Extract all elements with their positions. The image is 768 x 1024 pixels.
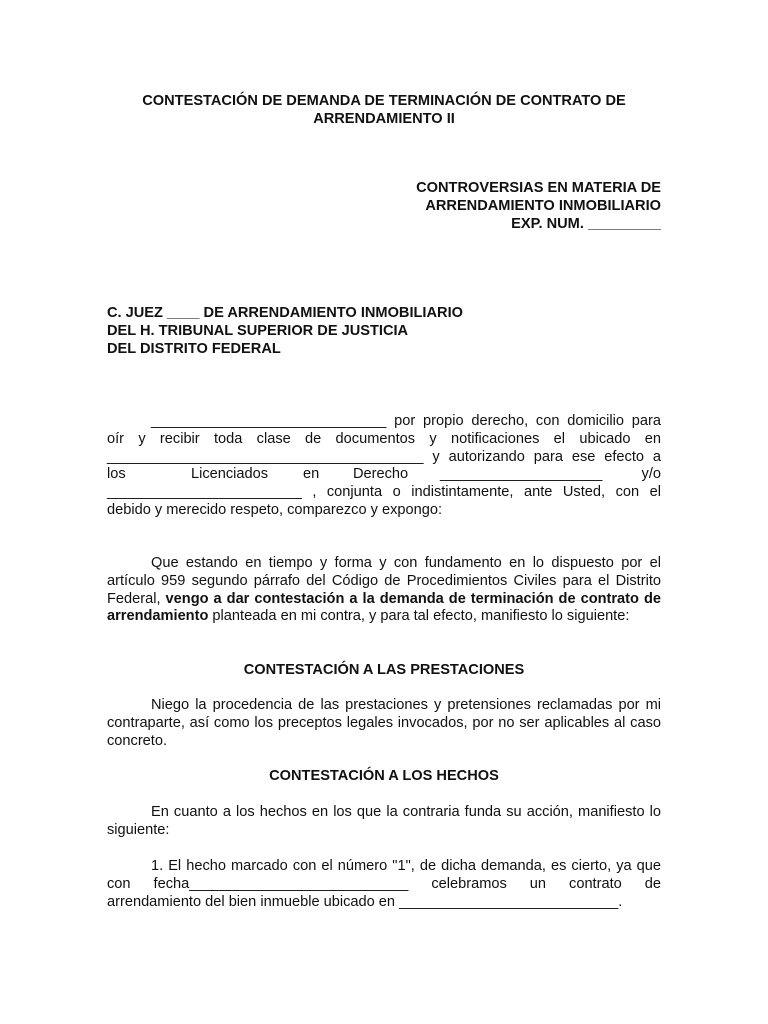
heading-prestaciones: CONTESTACIÓN A LAS PRESTACIONES	[243, 662, 525, 678]
title-line-1: CONTESTACIÓN DE DEMANDA DE TERMINACIÓN DE CONTRATO DE	[142, 93, 626, 109]
case-header-line-1: CONTROVERSIAS EN MATERIA DE	[416, 180, 661, 196]
intro-line-1: _____________________________ por propio derecho, con domicilio para	[151, 413, 661, 429]
intro-paragraph	[107, 413, 661, 520]
document-page	[107, 0, 661, 1024]
intro-line-6: debido y merecido respeto, comparezco y expongo:	[107, 501, 443, 518]
paragraph-fundamento: Que estando en tiempo y forma y con fundamento en lo dispuesto por el artículo 959 segundo párrafo del Código de Procedimientos Civiles para el Distrito Federal, vengo a dar contestación a la demanda de terminación de contrato de arrendamiento planteada en mi contra, y para tal efecto, manifiesto lo siguiente:	[107, 555, 661, 625]
title-line-2: ARRENDAMIENTO II	[313, 110, 455, 127]
paragraph-hechos-intro: En cuanto a los hechos en los que la contraria funda su acción, manifiesto lo siguiente:	[107, 804, 661, 838]
document-title	[107, 93, 661, 129]
heading-hechos: CONTESTACIÓN A LOS HECHOS	[269, 768, 499, 784]
addressee-line-3: DEL DISTRITO FEDERAL	[107, 340, 281, 357]
addressee	[107, 305, 661, 358]
case-header-line-2: ARRENDAMIENTO INMOBILIARIO	[425, 197, 661, 214]
paragraph-hecho-1: 1. El hecho marcado con el número "1", de dicha demanda, es cierto, ya que con fecha___________________________ celebramos un contrato de arrendamiento del bien inmueble ubicado en ___________________________.	[107, 858, 661, 910]
intro-line-4: los Licenciados en Derecho ____________________ y/o	[107, 466, 661, 483]
addressee-line-2: DEL H. TRIBUNAL SUPERIOR DE JUSTICIA	[107, 322, 409, 339]
addressee-line-1: C. JUEZ ____ DE ARRENDAMIENTO INMOBILIARIO	[107, 305, 463, 321]
paragraph-prestaciones: Niego la procedencia de las prestaciones y pretensiones reclamadas por mi contraparte, así como los preceptos legales invocados, por no ser aplicables al caso concreto.	[107, 697, 661, 749]
bold-contestacion: vengo a dar contestación a la demanda de terminación de contrato de arrendamiento	[107, 590, 661, 625]
case-number: EXP. NUM. _________	[511, 215, 661, 232]
case-header	[107, 180, 661, 233]
intro-line-2: oír y recibir toda clase de documentos y notificaciones el ubicado en	[107, 430, 661, 447]
intro-line-5: ________________________ , conjunta o indistintamente, ante Usted, con el	[107, 484, 661, 501]
intro-line-3: _______________________________________ y autorizando para ese efecto a	[107, 448, 661, 465]
